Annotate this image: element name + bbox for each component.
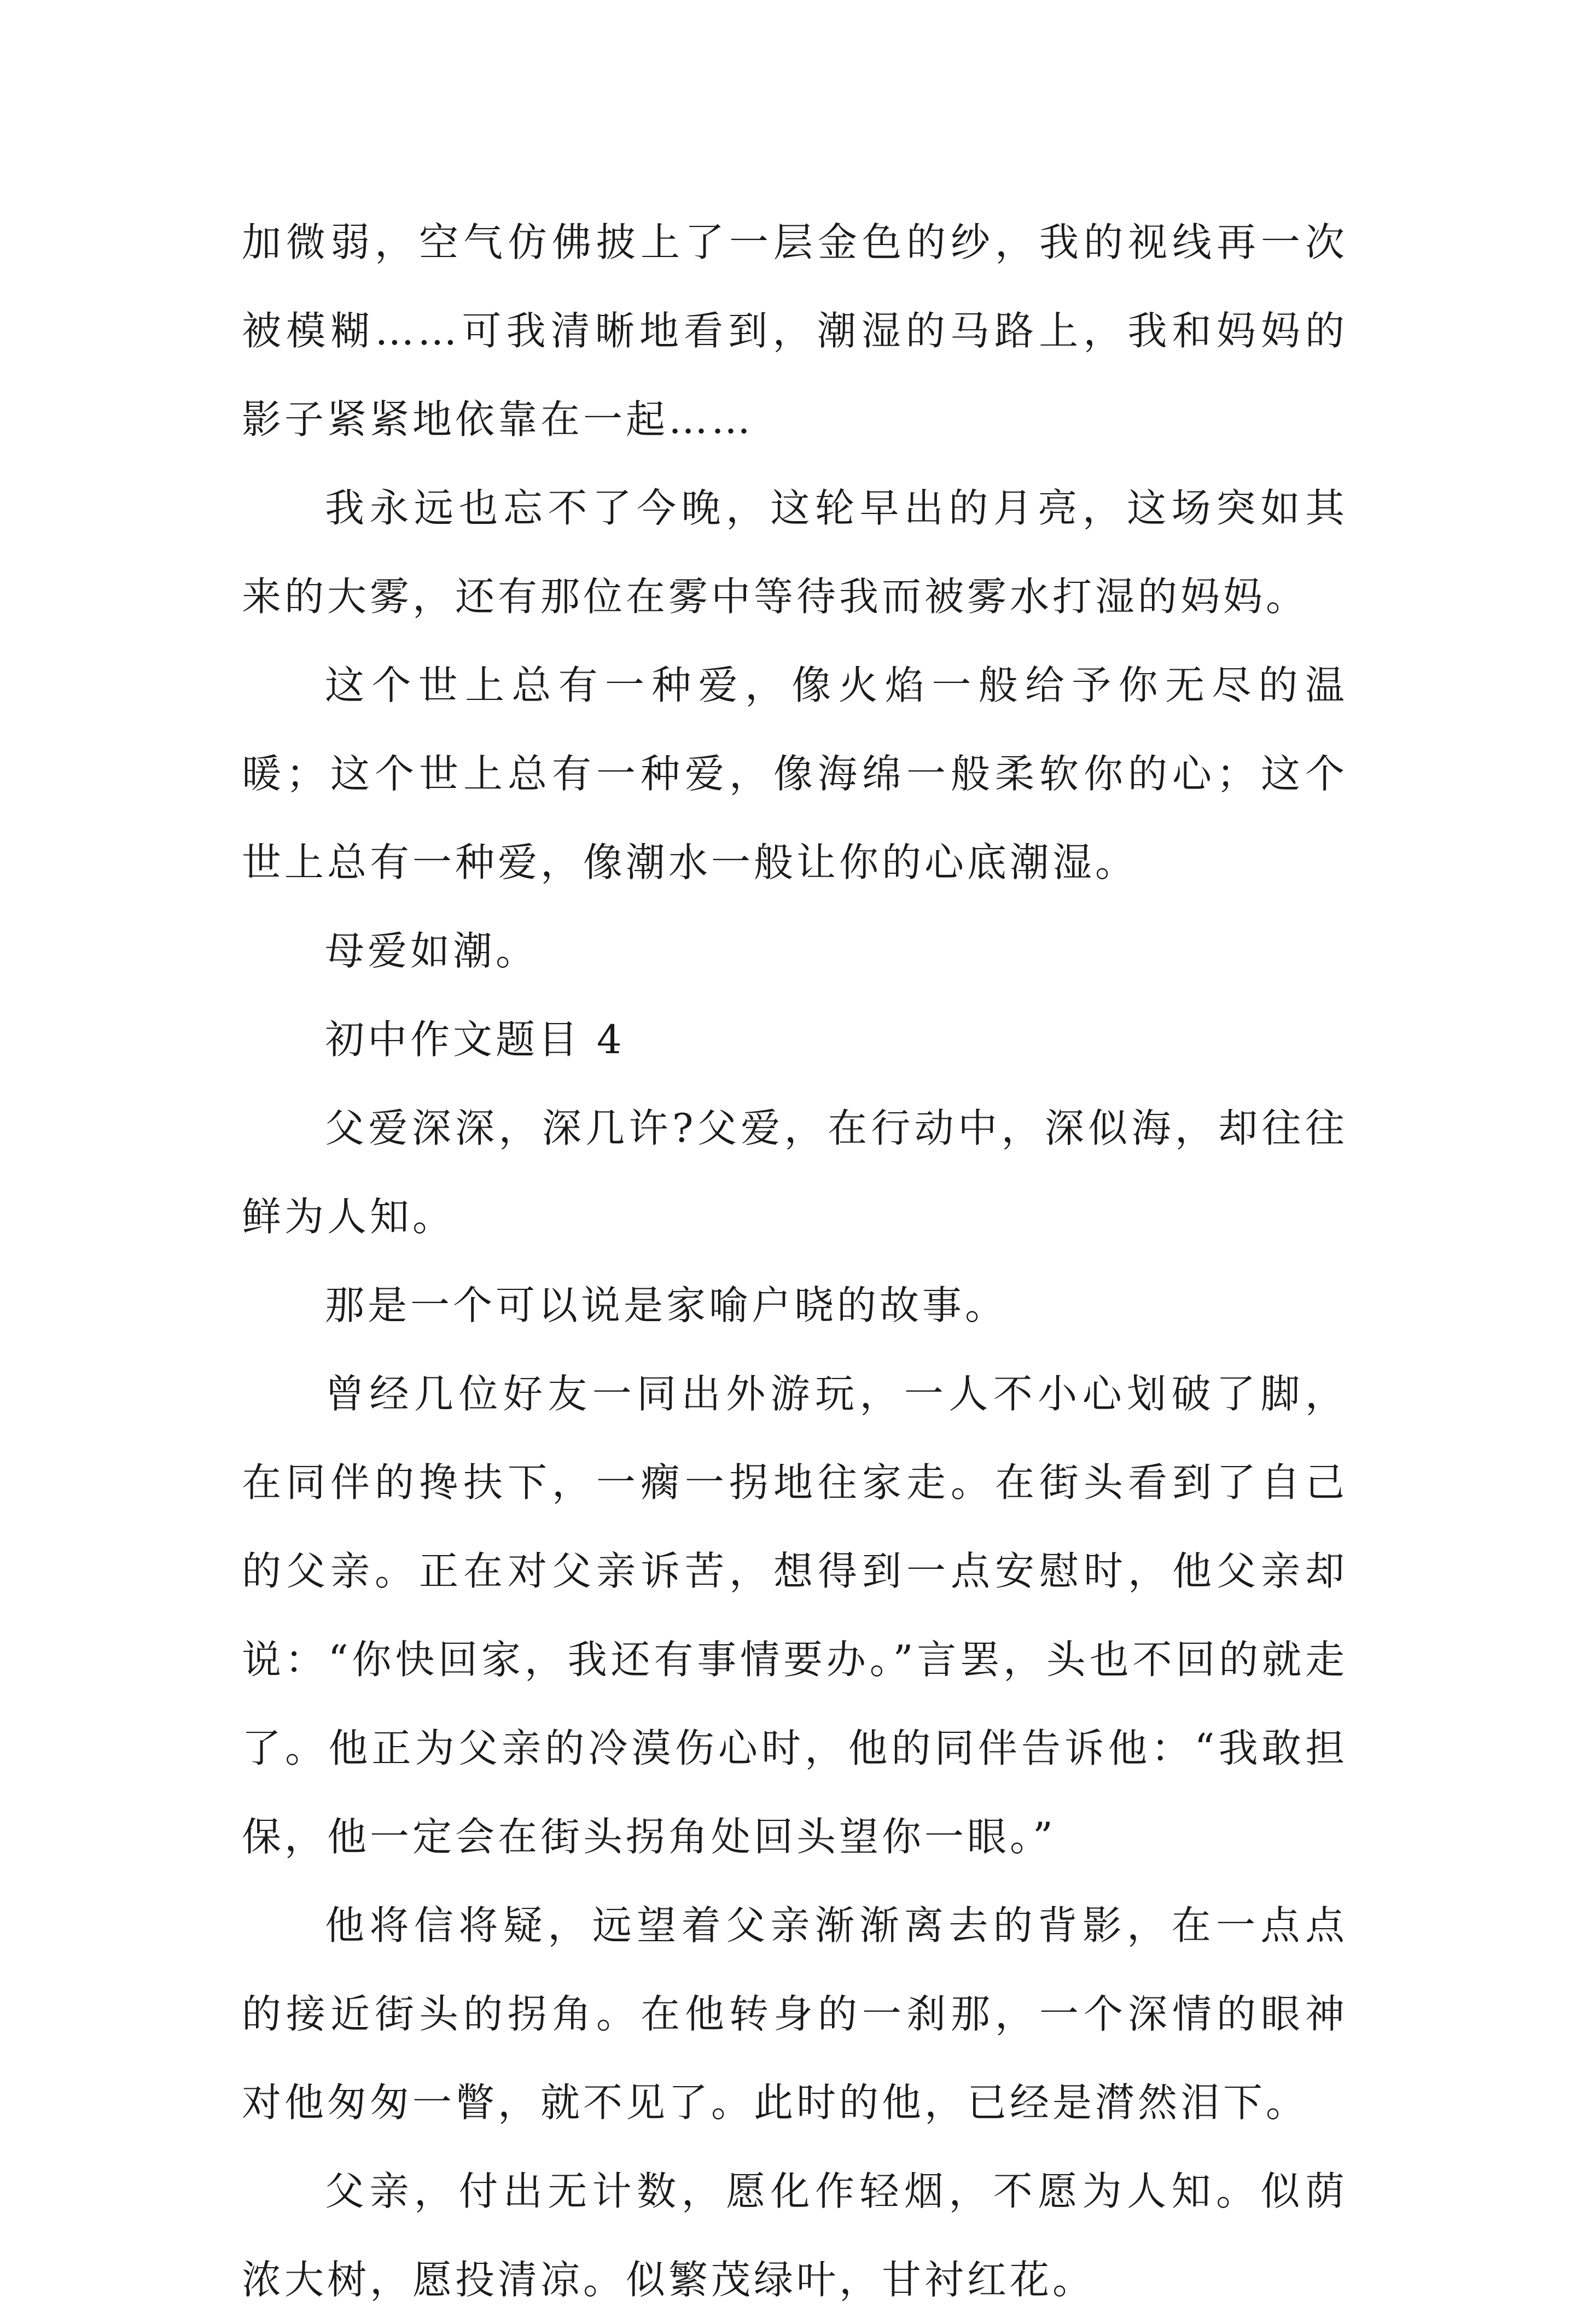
paragraph: 父爱深深，深几许?父爱，在行动中，深似海，却往往鲜为人知。 (242, 1105, 1348, 1240)
section-heading: 初中作文题目 4 (325, 1017, 625, 1062)
paragraph: 加微弱，空气仿佛披上了一层金色的纱，我的视线再一次被模糊……可我清晰地看到，潮湿的马路上，我和妈妈的影子紧紧地依靠在一起…… (242, 219, 1348, 442)
paragraph: 他将信将疑，远望着父亲渐渐离去的背影，在一点点的接近街头的拐角。在他转身的一刹那，一个深情的眼神对他匆匆一瞥，就不见了。此时的他，已经是潸然泪下。 (242, 1902, 1348, 2126)
body-text (242, 198, 1348, 2324)
paragraph: 我永远也忘不了今晚，这轮早出的月亮，这场突如其来的大雾，还有那位在雾中等待我而被雾水打湿的妈妈。 (242, 485, 1348, 620)
paragraph: 曾经几位好友一同出外游玩，一人不小心划破了脚，在同伴的搀扶下，一瘸一拐地往家走。在街头看到了自己的父亲。正在对父亲诉苦，想得到一点安慰时，他父亲却说：“你快回家，我还有事情要办。”言罢，头也不回的就走了。他正为父亲的冷漠伤心时，他的同伴告诉他：“我敢担保，他一定会在街头拐角处回头望你一眼。” (242, 1371, 1348, 1860)
paragraph: 父亲，付出无计数，愿化作轻烟，不愿为人知。似荫浓大树，愿投清凉。似繁茂绿叶，甘衬红花。 (242, 2168, 1348, 2303)
paragraph: 这个世上总有一种爱，像火焰一般给予你无尽的温暖；这个世上总有一种爱，像海绵一般柔软你的心；这个世上总有一种爱，像潮水一般让你的心底潮湿。 (242, 662, 1348, 885)
paragraph: 母爱如潮。 (325, 928, 539, 974)
paragraph: 那是一个可以说是家喻户晓的故事。 (325, 1282, 1008, 1328)
